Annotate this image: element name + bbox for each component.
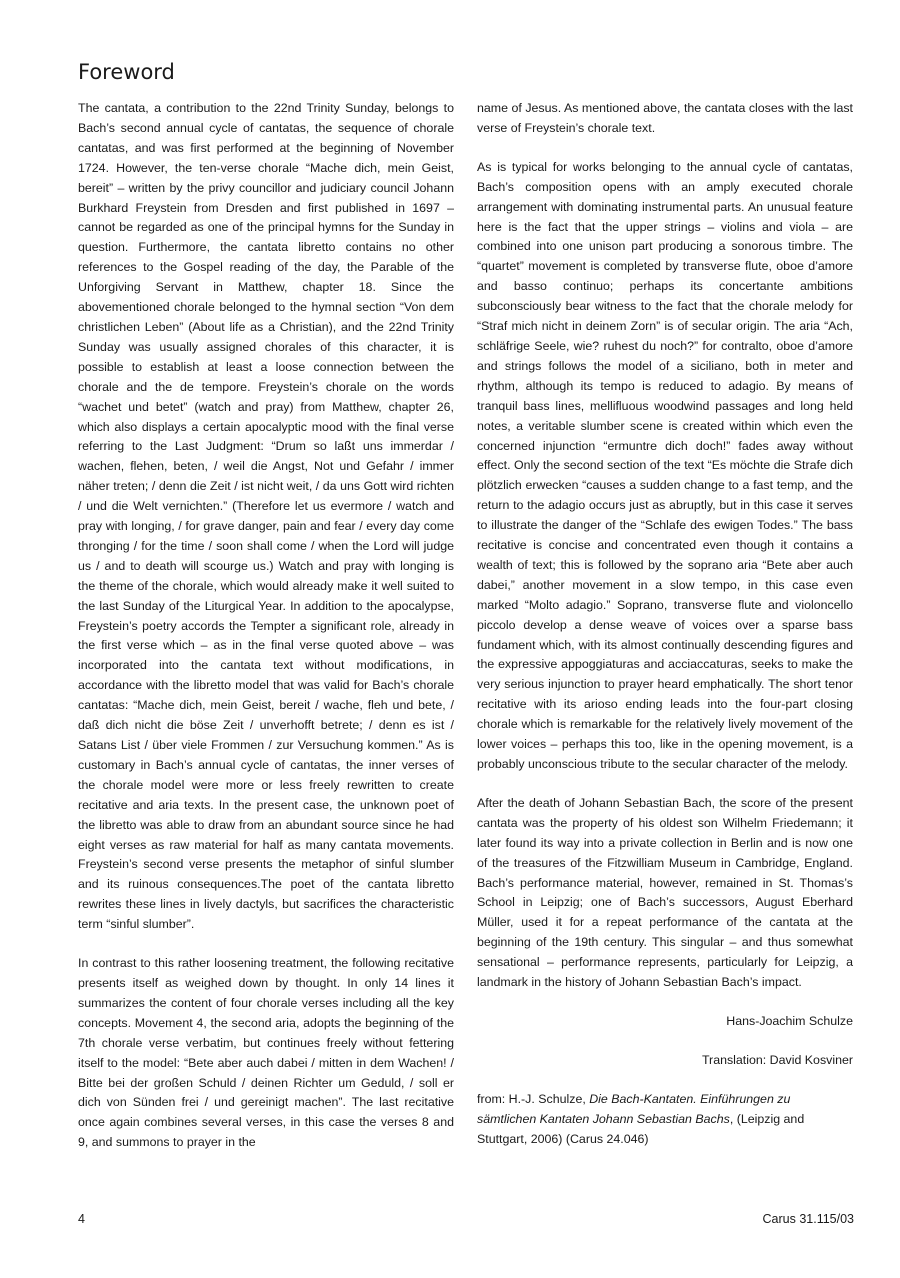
- paragraph: name of Jesus. As mentioned above, the cantata closes with the last verse of Freystein’s chorale text.: [477, 101, 853, 135]
- page-number: 4: [78, 1212, 85, 1226]
- page-title: Foreword: [78, 60, 175, 84]
- right-column: [477, 99, 853, 1169]
- author-name: Hans-Joachim Schulze: [726, 1013, 853, 1028]
- source-book-title: Die Bach-Kantaten. Einführungen zu sämtlichen Kantaten Johann Sebastian Bachs: [477, 1091, 791, 1126]
- signature-block: [477, 1012, 853, 1071]
- left-column: [78, 99, 454, 1172]
- catalog-number: Carus 31.115/03: [762, 1212, 854, 1226]
- paragraph: The cantata, a contribution to the 22nd Trinity Sunday, belongs to Bach’s second annual cycle of cantatas, the sequence of chorale cantatas, and was first performed at the beginning of November 1724. However, the ten-verse chorale “Mache dich, mein Geist, bereit” – written by the privy councillor and judiciary council Johann Burkhard Freystein from Dresden and first published in 1697 – cannot be regarded as one of the principal hymns for the Sunday in question. Furthermore, the cantata libretto contains no other references to the Gospel reading of the day, the Parable of the Unforgiving Servant in Matthew, chapter 18. Since the abovementioned chorale belonged to the hymnal section “Von dem christlichen Leben” (About life as a Christian), and the 22nd Trinity Sunday was usually assigned chorales of this character, it is possible to establish at least a loose connection between the chorale and the de tempore. Freystein’s chorale on the words “wachet und betet” (watch and pray) from Matthew, chapter 26, which also displays a certain apocalyptic mood with the final verse referring to the Last Judgment: “Drum so laßt uns immerdar / wachen, flehen, beten, / weil die Angst, Not und Gefahr / immer näher treten; / denn die Zeit / ist nicht weit, / da uns Gott wird richten / und die Welt vernichten.” (Therefore let us evermore / watch and pray with longing, / for grave danger, pain and fear / every day come thronging / for the time / soon shall come / when the Lord will judge us / and to death will scourge us.) Watch and pray with longing is the theme of the chorale, which would already make it well suited to the last Sunday of the Liturgical Year. In addition to the apocalypse, Freystein’s poetry accords the Tempter a significant role, already in the first verse which – as in the final verse quoted above – was incorporated into the cantata text without modifications, in accordance with the libretto model that was valid for Bach’s chorale cantatas: “Mache dich, mein Geist, bereit / wache, fleh und bete, / daß dich nicht die böse Zeit / unverhofft betrete; / denn es ist / Satans List / über viele Frommen / zur Versuchung kommen.” As is customary in Bach’s annual cycle of cantatas, the inner verses of the chorale model were more or less freely rewritten to create recitative and aria texts. In the present case, the unknown poet of the libretto was able to draw from an abundant source since he had eight verses as raw material for half as many cantata movements. Freystein’s second verse presents the metaphor of sinful slumber and its ruinous consequences.The poet of the cantata libretto rewrites these lines in lively dactyls, but sacrifices the characteristic term “sinful slumber”.: [78, 101, 454, 932]
- source-citation: [477, 1090, 853, 1150]
- source-suffix: , (Leipzig and Stuttgart, 2006) (Carus 24.046): [477, 1111, 805, 1146]
- paragraph: In contrast to this rather loosening treatment, the following recitative presents itself as weighed down by thought. In only 14 lines it summarizes the content of four chorale verses including all the key concepts. Movement 4, the second aria, adopts the beginning of the 7th chorale verse verbatim, but continues freely without fettering itself to the model: “Bete aber auch dabei / mitten in dem Wachen! / Bitte bei der großen Schuld / deinen Richter um Geduld, / soll er dich von Sünden frei / und gereinigt machen”. The last recitative once again combines several verses, in this case the verses 8 and 9, and summons to prayer in the: [78, 956, 454, 1150]
- translator-credit: Translation: David Kosviner: [701, 1052, 853, 1067]
- paragraph: After the death of Johann Sebastian Bach, the score of the present cantata was the property of his oldest son Wilhelm Friedemann; it later found its way into a private collection in Berlin and is now one of the treasures of the Fitzwilliam Museum in Cambridge, England. Bach’s performance material, however, remained in St. Thomas’s School in Leipzig; one of Bach’s successors, August Eberhard Müller, used it for a repeat performance of the cantata at the beginning of the 19th century. This singular – and thus somewhat sensational – performance represents, particularly for Leipzig, a landmark in the history of Johann Sebastian Bach’s impact.: [477, 795, 853, 990]
- paragraph: As is typical for works belonging to the annual cycle of cantatas, Bach’s composition opens with an amply executed chorale arrangement with dominating instrumental parts. An unusual feature here is the fact that the upper strings – violins and viola – are combined into one unison part producing a sonorous timbre. The “quartet” movement is completed by transverse flute, oboe d’amore and basso continuo; perhaps its concertante ambitions subconsciously bear witness to the fact that the chorale melody for “Straf mich nicht in deinem Zorn” is of secular origin. The aria “Ach, schläfrige Seele, wie? ruhest du noch?” for contralto, oboe d’amore and strings follows the model of a siciliano, both in meter and rhythm, although its tempo is reduced to adagio. By means of tranquil bass lines, mellifluous woodwind passages and long held notes, a veritable slumber scene is created within which even the concerned injunction “ermuntre dich doch!” fades away without effect. Only the second section of the text “Es möchte die Strafe dich plötzlich erwecken “causes a sudden change to a fast temp, and the return to the adagio occurs just as abruptly, but in this case it serves to illustrate the danger of the “Schlafe des ewigen Todes.” The bass recitative is concise and concentrated even though it contains a wealth of text; this is followed by the soprano aria “Bete aber auch dabei,” another movement in a slow tempo, in this case even marked “Molto adagio.” Soprano, transverse flute and violoncello piccolo develop a dense weave of voices over a sparse bass fundament which, with its almost continually descending figures and the expressive appoggiaturas and acciaccaturas, seeks to make the very serious injunction to prayer heard emphatically. The short tenor recitative with its arioso ending leads into the four-part closing chorale which is remarkable for the relatively lively movement of the lower voices – perhaps this too, like in the opening movement, is a probably unconscious tribute to the secular character of the melody.: [477, 159, 853, 771]
- source-prefix: from: H.-J. Schulze,: [477, 1091, 590, 1106]
